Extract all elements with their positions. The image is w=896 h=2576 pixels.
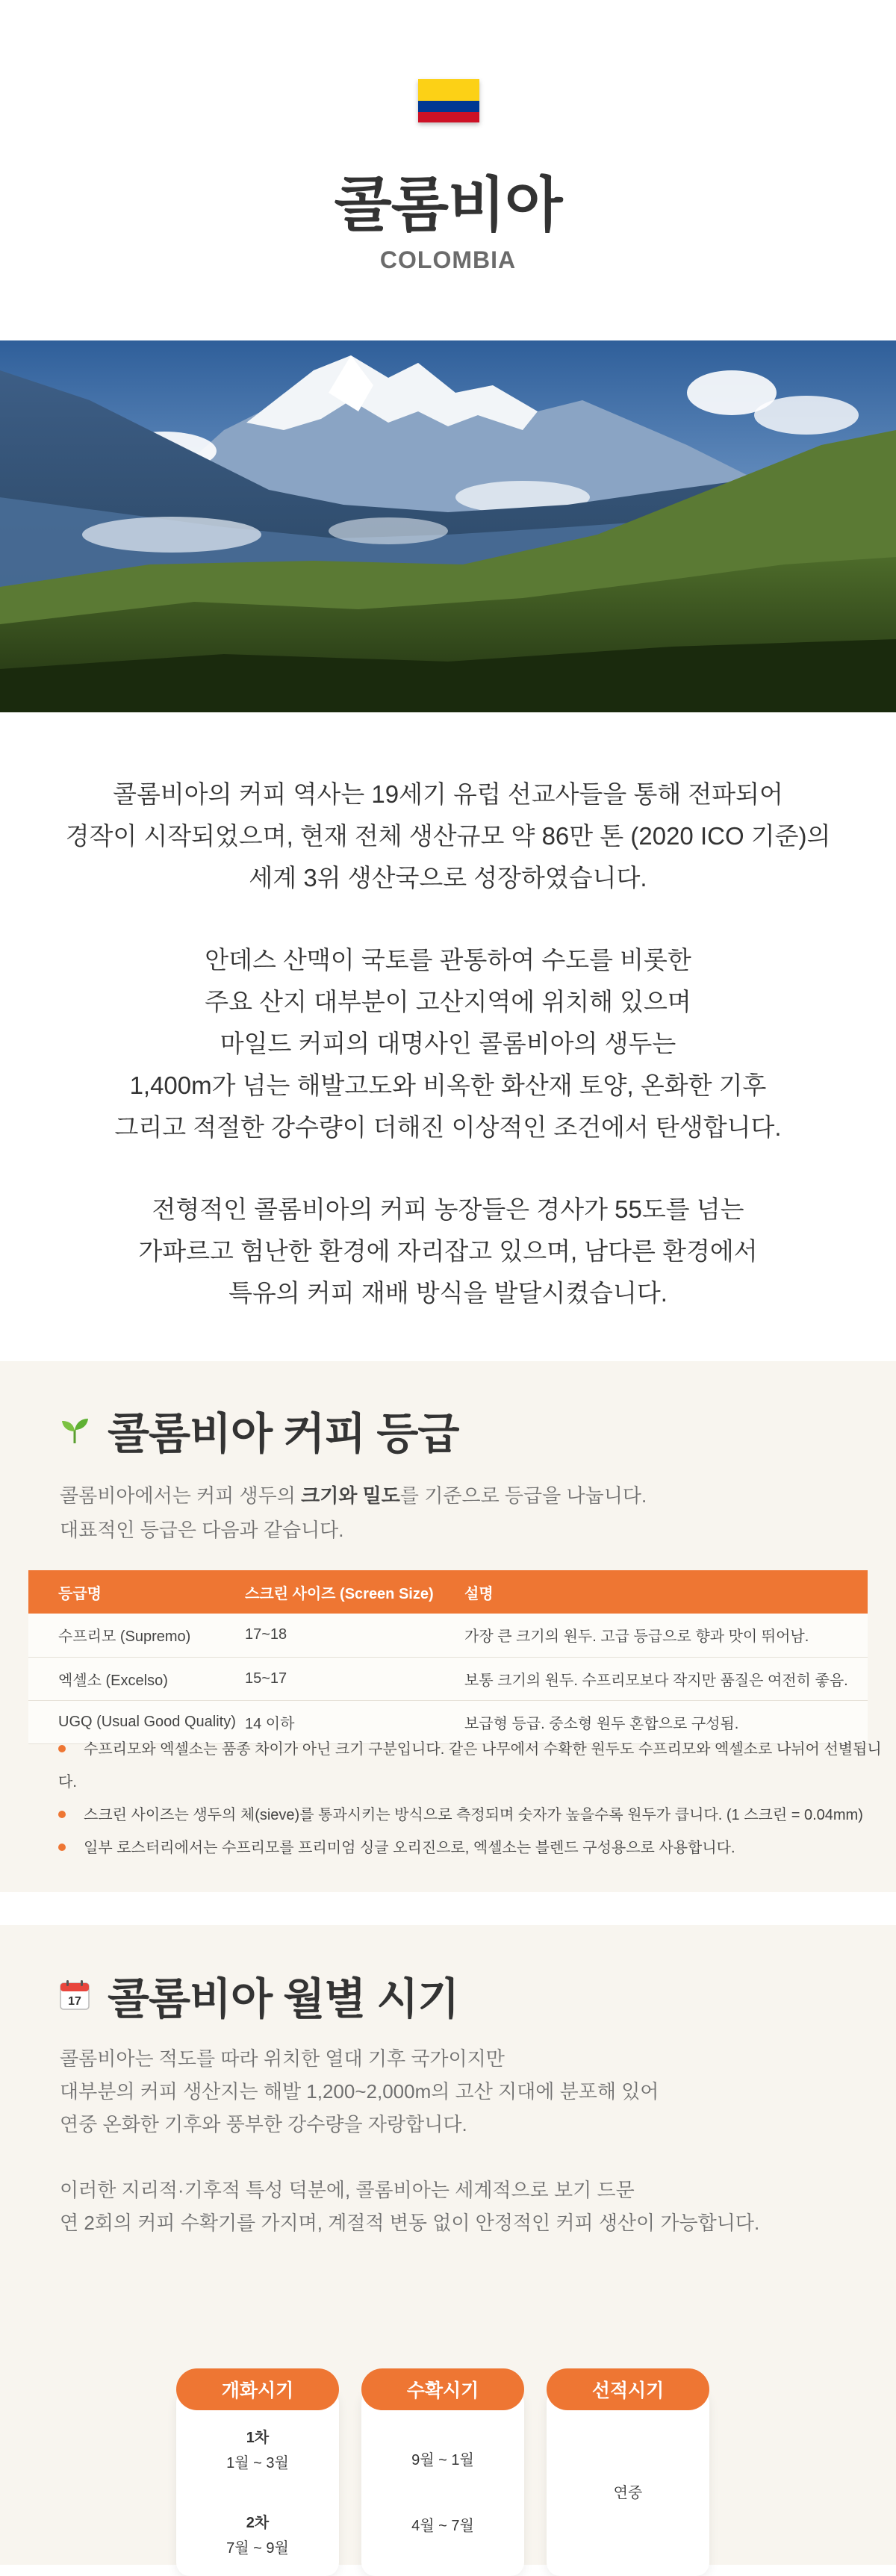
harvest-card: 수확시기 9월 ~ 1월 4월 ~ 7월 xyxy=(361,2389,524,2576)
table-header-row xyxy=(28,1570,868,1614)
list-item: 스크린 사이즈는 생두의 체(sieve)를 통과시키는 방식으로 측정되며 숫자가 높을수록 원두가 큽니다. (1 스크린 = 0.04mm) xyxy=(58,1799,896,1832)
table-cell: 수프리모 (Supremo) xyxy=(28,1614,243,1657)
list-item: 일부 로스터리에서는 수프리모를 프리미엄 싱글 오리진으로, 엑셀소는 블렌드 구성용으로 사용합니다. xyxy=(58,1832,896,1864)
country-header xyxy=(0,0,896,340)
column-header: 스크린 사이즈 (Screen Size) xyxy=(243,1570,464,1614)
section-divider xyxy=(0,1892,896,1925)
table-cell: 17~18 xyxy=(243,1614,464,1657)
page-title: 콜롬비아 xyxy=(334,172,562,238)
calendar-icon xyxy=(58,1979,91,2012)
shipping-card: 선적시기 연중 xyxy=(547,2389,709,2576)
intro-paragraph: 전형적인 콜롬비아의 커피 농장들은 경사가 55도를 넘는 가파르고 험난한 환경에 자리잡고 있으며, 남다른 환경에서 특유의 커피 재배 방식을 발달시켰습니다. xyxy=(138,1195,758,1307)
grade-section xyxy=(0,1361,896,1892)
intro-paragraph: 안데스 산맥이 국토를 관통하여 수도를 비롯한 주요 산지 대부분이 고산지역에 위치해 있으며 마일드 커피의 대명사인 콜롬비아의 생두는 1,400m가 넘는 해발고도와 비옥한 화산재 토양, 온화한 기후 그리고 적절한 강수량이 더해진 이상적인 조건에서 탄생합니다. xyxy=(114,946,782,1141)
grade-description: 콜롬비아에서는 커피 생두의 크기와 밀도를 기준으로 등급을 나눕니다. 대표적인 등급은 다음과 같습니다. xyxy=(60,1484,647,1541)
grade-notes xyxy=(58,1733,896,1864)
card-title: 개화시기 xyxy=(176,2368,339,2410)
intro-text xyxy=(0,712,896,1361)
intro-paragraph: 콜롬비아의 커피 역사는 19세기 유럽 선교사들을 통해 전파되어 경작이 시작되었으며, 현재 전체 생산규모 약 86만 톤 (2020 ICO 기준)의 세계 3위 생산국으로 성장하였습니다. xyxy=(65,780,831,892)
table-cell: UGQ (Usual Good Quality) xyxy=(28,1700,243,1743)
card-title: 선적시기 xyxy=(547,2368,709,2410)
table-row xyxy=(28,1657,868,1700)
page-subtitle: COLOMBIA xyxy=(379,246,517,273)
table-cell: 15~17 xyxy=(243,1657,464,1700)
colombia-flag-icon xyxy=(418,79,479,122)
grade-table xyxy=(28,1570,868,1744)
column-header: 설명 xyxy=(464,1570,868,1614)
monthly-heading xyxy=(58,1964,458,2026)
list-item: 수프리모와 엑셀소는 품종 차이가 아닌 크기 구분입니다. 같은 나무에서 수확한 원두도 수프리모와 엑셀소로 나뉘어 선별됩니다. xyxy=(58,1741,882,1791)
monthly-section xyxy=(0,1925,896,2565)
grade-heading xyxy=(58,1399,458,1461)
table-row xyxy=(28,1614,868,1657)
grade-title: 콜롬비아 커피 등급 xyxy=(108,1410,459,1458)
bullet-icon xyxy=(58,1844,66,1851)
table-cell: 엑셀소 (Excelso) xyxy=(28,1657,243,1700)
table-cell: 보급형 등급. 중소형 원두 혼합으로 구성됨. xyxy=(464,1700,868,1743)
card-title: 수확시기 xyxy=(361,2368,524,2410)
sprout-icon xyxy=(58,1413,91,1446)
flowering-card: 개화시기 1차 1월 ~ 3월 2차 7월 ~ 9월 xyxy=(176,2389,339,2576)
monthly-title: 콜롬비아 월별 시기 xyxy=(108,1975,459,2023)
bullet-icon xyxy=(58,1745,66,1752)
table-cell: 가장 큰 크기의 원두. 고급 등급으로 향과 맛이 뛰어남. xyxy=(464,1614,868,1657)
bullet-icon xyxy=(58,1811,66,1818)
monthly-description: 콜롬비아는 적도를 따라 위치한 열대 기후 국가이지만 대부분의 커피 생산지는 해발 1,200~2,000m의 고산 지대에 분포해 있어 연중 온화한 기후와 풍부한 강수량을 자랑합니다. 이러한 지리적·기후적 특성 덕분에, 콜롬비아는 세계적으로 보기 드문 연 2회의 커피 수확기를 가지며, 계절적 변동 없이 안정적인 커피 생산이 가능합니다. xyxy=(60,2047,760,2234)
table-cell: 14 이하 xyxy=(243,1700,464,1743)
calendar-day-text: 17 xyxy=(68,1995,81,2008)
season-cards xyxy=(176,2380,709,2576)
column-header: 등급명 xyxy=(28,1570,243,1614)
mountain-landscape-image xyxy=(0,340,896,712)
table-cell: 보통 크기의 원두. 수프리모보다 작지만 품질은 여전히 좋음. xyxy=(464,1657,868,1700)
